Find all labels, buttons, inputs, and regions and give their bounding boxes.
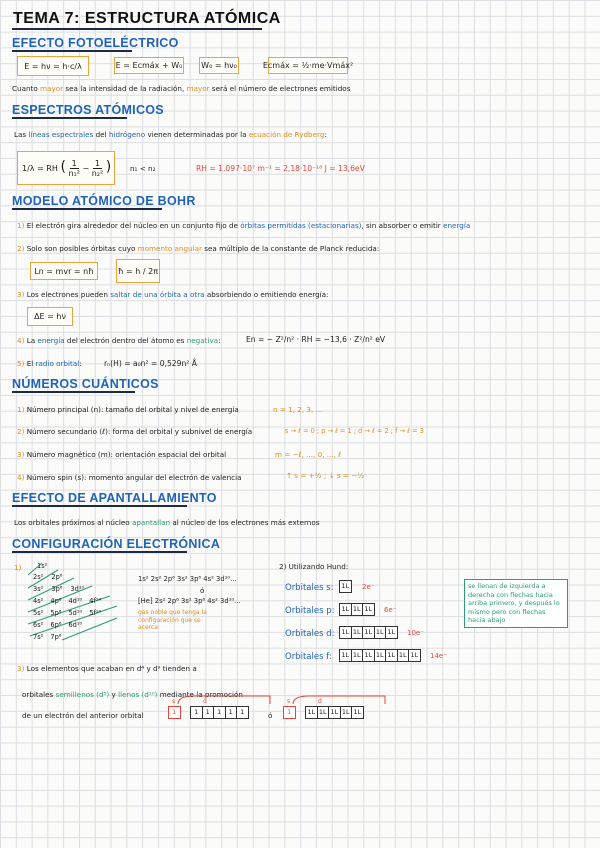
orbital-cell: 1L xyxy=(363,650,375,661)
aufbau-row-3: 3s² 3p⁶ 3d¹⁰ xyxy=(33,585,85,593)
bohr-postulate-5: 5) El radio orbital: xyxy=(17,359,82,368)
reduced-planck-formula: ħ = h / 2π xyxy=(116,259,160,283)
noble-gas-hint: gas noble que tenga la configuración que se acerca xyxy=(138,609,207,631)
orbital-cell: 1 xyxy=(240,708,245,716)
aufbau-row-6: 6s² 6p⁶ 6d¹⁰ xyxy=(33,621,83,629)
orbital-p-cells xyxy=(339,603,375,616)
orbital-cell: 1 xyxy=(287,708,292,716)
orbital-p-count: 6e⁻ xyxy=(384,606,397,614)
orbital-cell: 1L xyxy=(352,604,364,615)
orbital-cell: 1L xyxy=(318,707,330,718)
photon-energy-formula: E = hν = h·c/λ xyxy=(17,56,89,76)
orbital-cell: 1L xyxy=(341,707,353,718)
shielding-heading: EFECTO DE APANTALLAMIENTO xyxy=(12,491,217,505)
orbital-cell: 1L xyxy=(352,627,364,638)
quantum-secondary: 2) Número secundario (ℓ): forma del orbital y subnivel de energía xyxy=(17,427,253,436)
quantum-underline xyxy=(12,391,135,393)
orbital-cell: 1 xyxy=(214,707,226,718)
electron-energy-formula: En = − Z²/n² · RH = −13,6 · Z²/n² eV xyxy=(246,335,386,344)
shielding-sentence: Los orbitales próximos al núcleo apantallan al núcleo de los electrones más externos xyxy=(14,518,320,527)
promotion-line-1: 3) Los elementos que acaban en d⁴ y d⁹ tienden a xyxy=(17,664,197,673)
rydberg-formula: 1/λ = RH ( $\frac{1}{\text{n₁²}}$ − $\frac{1}{\text{n₂²}}$ ) xyxy=(22,159,112,178)
aufbau-row-1: 1s² xyxy=(37,562,48,570)
promotion-line-2: orbitales semillenos (d⁵) y llenos (d¹⁰) mediante la promoción xyxy=(22,690,243,699)
energy-jump-formula: ΔE = hν xyxy=(27,307,73,326)
bohr-postulate-1: 1) El electrón gira alrededor del núcleo en un conjunto fijo de órbitas permitidas (estacionarias), sin absorber o emitir energía xyxy=(17,221,471,230)
orbital-cell: 1L xyxy=(375,650,387,661)
rydberg-formula-box xyxy=(17,151,115,185)
photoelectric-underline xyxy=(12,50,132,52)
example2-s-label: s xyxy=(287,698,291,705)
config-heading: CONFIGURACIÓN ELECTRÓNICA xyxy=(12,537,221,551)
quantum-principal-values: n = 1, 2, 3, ... xyxy=(273,405,323,414)
orbital-s-cells xyxy=(339,580,352,593)
orbital-cell: 1L xyxy=(340,650,352,661)
hund-title: 2) Utilizando Hund: xyxy=(279,562,349,571)
bohr-postulate-2: 2) Solo son posibles órbitas cuyo momento angular sea múltiplo de la constante de Planck reducida: xyxy=(17,244,380,253)
quantum-magnetic-values: m = −ℓ, ..., 0, ..., ℓ xyxy=(275,450,342,459)
orbital-s-count: 2e⁻ xyxy=(362,583,375,591)
promotion-line-3: de un electrón del anterior orbital xyxy=(22,711,144,720)
intensity-sentence: Cuanto mayor sea la intensidad de la radiación, mayor será el número de electrones emitidos xyxy=(12,84,351,93)
orbital-d-cells xyxy=(339,626,398,639)
example2-d-label: d xyxy=(318,698,322,705)
quantum-principal: 1) Número principal (n): tamaño del orbital y nivel de energía xyxy=(17,405,239,414)
example2-s-cell xyxy=(283,706,296,719)
work-function-formula: W₀ = hν₀ xyxy=(199,57,239,74)
example1-s-label: s xyxy=(172,698,176,705)
orbital-cell: 1 xyxy=(191,707,203,718)
rydberg-condition: n₁ < n₂ xyxy=(130,164,156,173)
example1-d-label: d xyxy=(203,698,207,705)
orbital-cell: 1L xyxy=(352,650,364,661)
orbital-radius-formula: rₙ(H) = a₀n² = 0,529n² Å xyxy=(104,359,197,368)
aufbau-row-4: 4s² 4p⁶ 4d¹⁰ 4f¹⁴ xyxy=(33,597,102,605)
config-underline xyxy=(12,551,187,553)
spectra-heading: ESPECTROS ATÓMICOS xyxy=(12,103,164,117)
shielding-underline xyxy=(12,505,187,507)
orbital-cell: 1L xyxy=(375,627,387,638)
orbital-cell: 1L xyxy=(398,650,410,661)
orbital-cell: 1L xyxy=(341,582,350,590)
quantum-secondary-values: s → ℓ = 0 ; p → ℓ = 1 ; d → ℓ = 2 ; f → ℓ = 3 xyxy=(285,427,424,435)
orbital-f-count: 14e⁻ xyxy=(430,652,447,660)
example2-d-cells xyxy=(305,706,364,719)
hund-note: se llenan de izquierda a derecha con flechas hacia arriba primero, y después lo mismo pero con flechas hacia abajo xyxy=(464,579,568,628)
photoelectric-heading: EFECTO FOTOELÉCTRICO xyxy=(12,36,179,50)
quantum-magnetic: 3) Número magnético (m): orientación espacial del orbital xyxy=(17,450,227,459)
orbital-d-count: 10e⁻ xyxy=(407,629,424,637)
title-underline xyxy=(12,28,262,30)
page-title: TEMA 7: ESTRUCTURA ATÓMICA xyxy=(13,10,281,27)
energy-balance-formula: E = Ecmáx + W₀ xyxy=(114,57,184,74)
example-or: ó xyxy=(268,711,273,720)
spectra-underline xyxy=(12,117,127,119)
orbital-cell: 1L xyxy=(410,651,419,659)
orbital-cell: 1L xyxy=(363,627,375,638)
orbital-cell: 1L xyxy=(353,708,362,716)
orbital-cell: 1L xyxy=(387,628,396,636)
config-sequence-noble: [He] 2s² 2p⁶ 3s² 3p⁶ 4s² 3d¹⁰... xyxy=(138,597,241,605)
aufbau-row-5: 5s² 5p⁶ 5d¹⁰ 5f¹⁴ xyxy=(33,609,102,617)
rydberg-sentence: Las líneas espectrales del hidrógeno vienen determinadas por la ecuación de Rydberg: xyxy=(14,130,327,139)
orbital-cell: 1L xyxy=(364,605,373,613)
orbital-cell: 1L xyxy=(340,627,352,638)
example1-s-cell xyxy=(168,706,181,719)
orbital-cell: 1 xyxy=(203,707,215,718)
bohr-postulate-3: 3) Los electrones pueden saltar de una órbita a otra absorbiendo o emitiendo energía: xyxy=(17,290,329,299)
orbital-cell: 1 xyxy=(226,707,238,718)
kinetic-energy-formula: Ecmáx = ½·me·Vmáx² xyxy=(268,57,348,74)
example1-d-cells xyxy=(190,706,249,719)
config-sequence-full: 1s² 2s² 2p⁶ 3s² 3p⁶ 4s² 3d¹⁰... xyxy=(138,575,237,583)
example1-promotion-arrow xyxy=(174,694,274,706)
orbital-cell: 1L xyxy=(329,707,341,718)
orbital-s-label: Orbitales s: xyxy=(285,583,334,593)
config-or: ó xyxy=(200,586,205,595)
example2-promotion-arrow xyxy=(289,694,389,706)
orbital-f-cells xyxy=(339,649,421,662)
bohr-underline xyxy=(12,208,162,210)
bohr-heading: MODELO ATÓMICO DE BOHR xyxy=(12,194,196,208)
orbital-d-label: Orbitales d: xyxy=(285,629,335,639)
quantum-spin-values: ↑ s = +½ ; ↓ s = −½ xyxy=(286,471,365,480)
config-item-1-number: 1) xyxy=(14,563,22,572)
aufbau-row-2: 2s² 2p⁶ xyxy=(33,573,63,581)
aufbau-row-7: 7s² 7p⁶ xyxy=(33,633,62,641)
orbital-f-label: Orbitales f: xyxy=(285,652,332,662)
orbital-cell: 1L xyxy=(340,604,352,615)
orbital-p-label: Orbitales p: xyxy=(285,606,335,616)
rydberg-constant: RH = 1,097·10⁷ m⁻¹ = 2,18·10⁻¹⁸ J = 13,6eV xyxy=(196,164,365,173)
quantum-heading: NÚMEROS CUÁNTICOS xyxy=(12,377,159,391)
orbital-cell: 1L xyxy=(306,707,318,718)
orbital-cell: 1L xyxy=(386,650,398,661)
bohr-postulate-4: 4) La energía del electrón dentro del átomo es negativa: xyxy=(17,336,221,345)
orbital-cell: 1 xyxy=(172,708,177,716)
quantum-spin: 4) Número spin (s): momento angular del electrón de valencia xyxy=(17,473,242,482)
angular-momentum-formula: Ln = mvr = nħ xyxy=(30,262,98,280)
